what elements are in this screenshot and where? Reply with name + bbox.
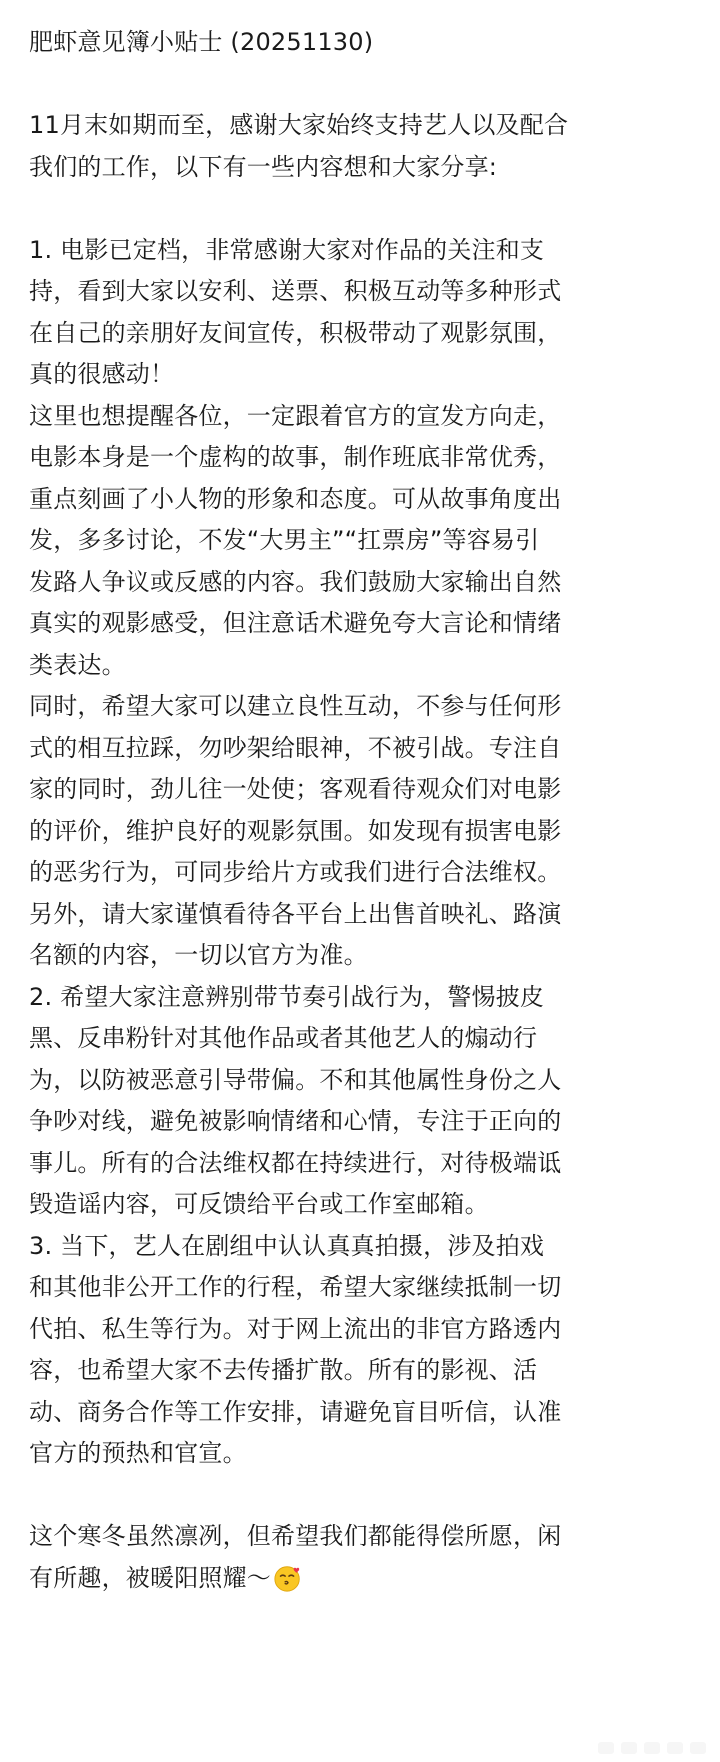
body-line: 持，看到大家以安利、送票、积极互动等多种形式	[29, 277, 562, 305]
watermark	[598, 1742, 706, 1754]
body-line: 真的很感动！	[29, 360, 175, 388]
intro-line: 我们的工作，以下有一些内容想和大家分享:	[29, 152, 498, 181]
closing-text: 有所趣，被暖阳照耀～	[29, 1563, 271, 1592]
body-line: 发，多多讨论，不发“大男主”“扛票房”等容易引	[29, 526, 540, 554]
body-line: 另外，请大家谨慎看待各平台上出售首映礼、路演	[29, 899, 562, 928]
closing-line: 这个寒冬虽然凛冽，但希望我们都能得偿所愿，闲	[29, 1522, 562, 1550]
body-line: 容，也希望大家不去传播扩散。所有的影视、活	[29, 1356, 538, 1384]
body-line: 的评价，维护良好的观影氛围。如发现有损害电影	[29, 816, 562, 845]
blowing-kiss-emoji-icon	[273, 1563, 303, 1593]
watermark-block	[690, 1742, 706, 1754]
body-line: 和其他非公开工作的行程，希望大家继续抵制一切	[29, 1273, 562, 1301]
watermark-block	[644, 1742, 660, 1754]
body-line: 式的相互拉踩，勿吵架给眼神，不被引战。专注自	[29, 733, 562, 762]
body-line: 电影本身是一个虚构的故事，制作班底非常优秀，	[29, 443, 562, 471]
body-line: 同时，希望大家可以建立良性互动，不参与任何形	[29, 692, 562, 720]
body-line: 黑、反串粉针对其他作品或者其他艺人的煽动行	[29, 1024, 538, 1052]
watermark-block	[667, 1742, 683, 1754]
body-line: 争吵对线，避免被影响情绪和心情，专注于正向的	[29, 1107, 562, 1135]
watermark-block	[598, 1742, 614, 1754]
body-line: 1. 电影已定档，非常感谢大家对作品的关注和支	[29, 235, 545, 264]
body-line: 毁造谣内容，可反馈给平台或工作室邮箱。	[29, 1190, 489, 1218]
body-line: 2. 希望大家注意辨别带节奏引战行为，警惕披皮	[29, 982, 545, 1011]
body-line: 真实的观影感受，但注意话术避免夸大言论和情绪	[29, 609, 562, 637]
closing-line-with-emoji	[29, 1558, 698, 1600]
intro-line: 11月末如期而至，感谢大家始终支持艺人以及配合	[29, 111, 569, 139]
body-line: 的恶劣行为，可同步给片方或我们进行合法维权。	[29, 858, 562, 886]
body-line: 重点刻画了小人物的形象和态度。可从故事角度出	[29, 484, 562, 513]
body-line: 3. 当下，艺人在剧组中认认真真拍摄，涉及拍戏	[29, 1231, 545, 1260]
watermark-block	[621, 1742, 637, 1754]
body-line: 类表达。	[29, 650, 126, 679]
body-line: 名额的内容，一切以官方为准。	[29, 941, 368, 969]
body-line: 官方的预热和官宣。	[29, 1439, 247, 1467]
note-title: 肥虾意见簿小贴士 (20251130)	[29, 28, 374, 56]
body-line: 事儿。所有的合法维权都在持续进行，对待极端诋	[29, 1148, 562, 1177]
body-line: 动、商务合作等工作安排，请避免盲目听信，认准	[29, 1397, 562, 1426]
intro-paragraph	[29, 105, 698, 188]
body-line: 代拍、私生等行为。对于网上流出的非官方路透内	[29, 1314, 562, 1343]
body-line: 这里也想提醒各位，一定跟着官方的宣发方向走，	[29, 401, 562, 430]
blank-line	[29, 1475, 698, 1517]
body-line: 发路人争议或反感的内容。我们鼓励大家输出自然	[29, 567, 562, 596]
blank-line	[29, 64, 698, 106]
body-line: 在自己的亲朋好友间宣传，积极带动了观影氛围，	[29, 318, 562, 347]
body-section	[29, 230, 698, 1475]
body-line: 家的同时，劲儿往一处使；客观看待观众们对电影	[29, 775, 562, 803]
blank-line	[29, 188, 698, 230]
body-line: 为，以防被恶意引导带偏。不和其他属性身份之人	[29, 1065, 562, 1094]
closing-paragraph	[29, 1516, 698, 1599]
